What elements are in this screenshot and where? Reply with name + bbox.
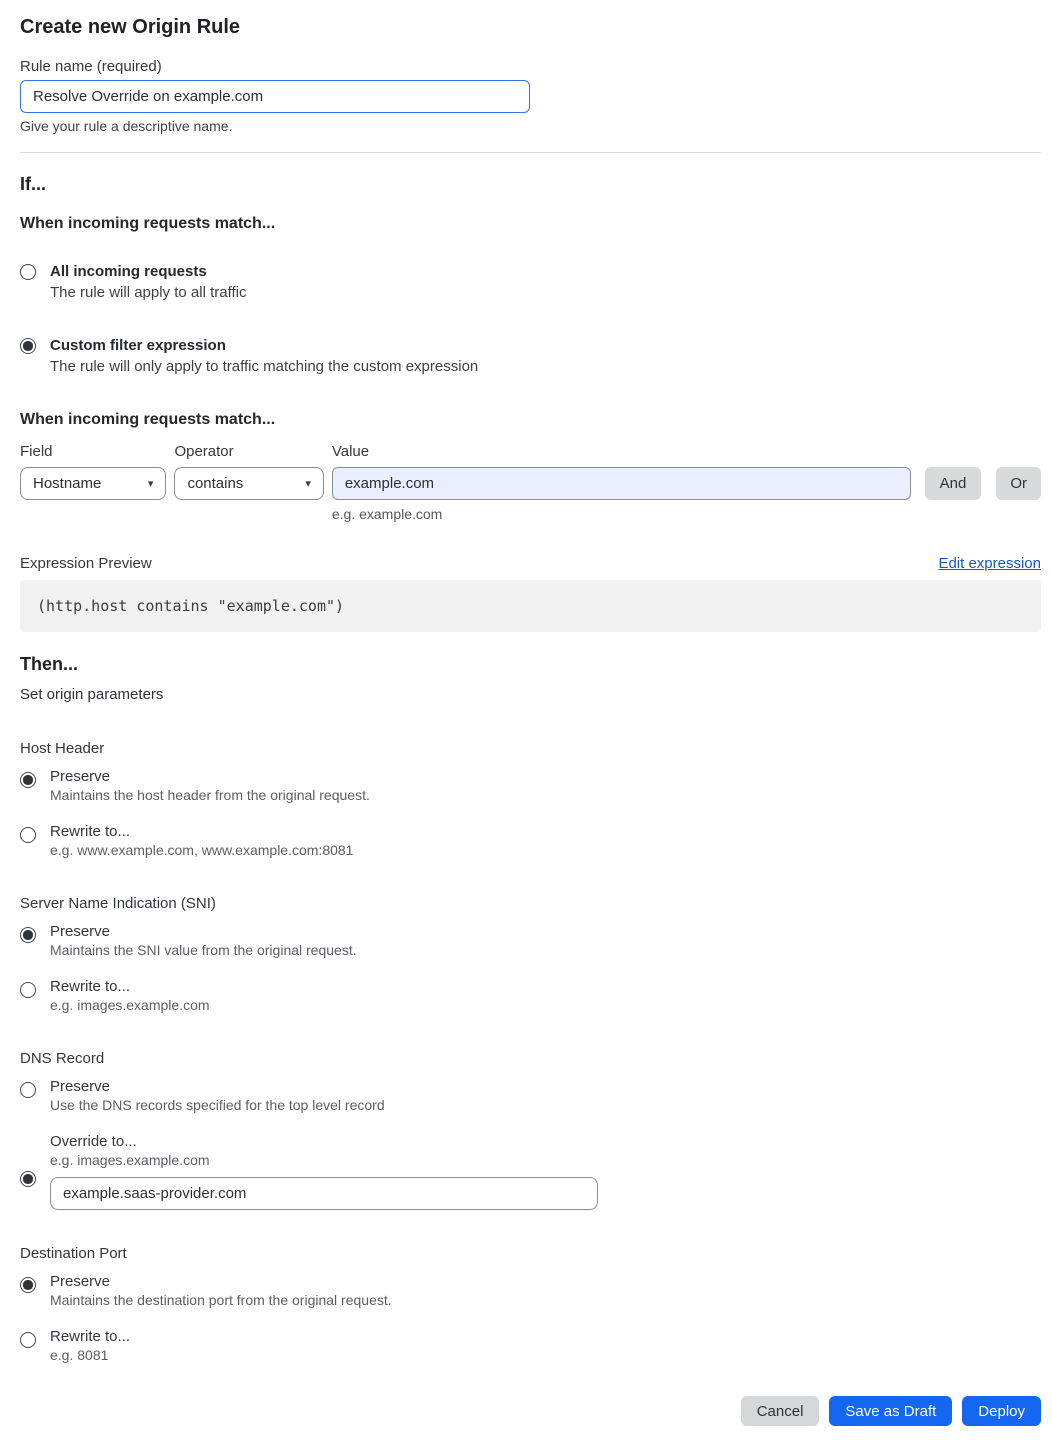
dns-preserve-description: Use the DNS records specified for the top level record <box>50 1097 385 1113</box>
all-incoming-radio[interactable] <box>20 264 36 280</box>
operator-select-value: contains <box>187 475 244 492</box>
sni-preserve-description: Maintains the SNI value from the original request. <box>50 942 357 958</box>
operator-label: Operator <box>174 443 234 460</box>
edit-expression-link[interactable]: Edit expression <box>938 555 1041 572</box>
destination-port-preserve-option[interactable] <box>20 1272 1041 1310</box>
expression-preview-code: (http.host contains "example.com") <box>37 597 345 615</box>
sni-rewrite-description: e.g. images.example.com <box>50 997 210 1013</box>
dns-override-radio[interactable] <box>20 1171 36 1187</box>
host-header-rewrite-option[interactable] <box>20 822 1041 860</box>
set-origin-parameters-label: Set origin parameters <box>20 686 164 703</box>
destination-port-preserve-radio[interactable] <box>20 1277 36 1293</box>
expression-builder-heading: When incoming requests match... <box>20 411 276 428</box>
expression-preview-label: Expression Preview <box>20 555 152 572</box>
sni-rewrite-label: Rewrite to... <box>50 978 131 995</box>
or-button[interactable]: Or <box>996 467 1041 500</box>
all-incoming-description: The rule will apply to all traffic <box>50 284 247 301</box>
if-heading: If... <box>20 174 46 194</box>
all-incoming-label: All incoming requests <box>50 263 207 280</box>
custom-filter-radio[interactable] <box>20 338 36 354</box>
host-header-preserve-description: Maintains the host header from the original request. <box>50 787 370 803</box>
dns-override-description: e.g. images.example.com <box>50 1152 210 1168</box>
section-divider <box>20 152 1041 153</box>
dns-preserve-label: Preserve <box>50 1078 111 1095</box>
save-as-draft-button[interactable]: Save as Draft <box>829 1396 952 1426</box>
value-helper: e.g. example.com <box>331 506 443 522</box>
host-header-preserve-label: Preserve <box>50 768 111 785</box>
cancel-button[interactable]: Cancel <box>741 1396 820 1426</box>
sni-rewrite-option[interactable] <box>20 977 1041 1015</box>
then-heading: Then... <box>20 654 78 674</box>
rule-name-input[interactable] <box>20 80 530 113</box>
destination-port-preserve-description: Maintains the destination port from the original request. <box>50 1292 392 1308</box>
value-label: Value <box>331 443 370 460</box>
dns-preserve-option[interactable] <box>20 1077 1041 1115</box>
operator-select[interactable] <box>174 467 323 500</box>
value-input[interactable] <box>332 467 911 500</box>
expression-builder-row <box>20 442 1041 523</box>
custom-filter-label: Custom filter expression <box>50 337 226 354</box>
destination-port-rewrite-label: Rewrite to... <box>50 1328 131 1345</box>
expression-preview-box <box>20 580 1041 632</box>
field-select[interactable] <box>20 467 166 500</box>
field-select-value: Hostname <box>33 475 102 492</box>
host-header-preserve-radio[interactable] <box>20 772 36 788</box>
dns-override-label: Override to... <box>50 1133 137 1150</box>
chevron-down-icon: ▾ <box>147 478 154 490</box>
host-header-label: Host Header <box>20 740 105 757</box>
host-header-preserve-option[interactable] <box>20 767 1041 805</box>
host-header-rewrite-description: e.g. www.example.com, www.example.com:8081 <box>50 842 354 858</box>
destination-port-preserve-label: Preserve <box>50 1273 111 1290</box>
custom-filter-description: The rule will only apply to traffic matching the custom expression <box>50 358 479 375</box>
field-label: Field <box>20 443 53 460</box>
destination-port-rewrite-radio[interactable] <box>20 1332 36 1348</box>
incoming-match-heading: When incoming requests match... <box>20 215 276 232</box>
option-custom-filter-expression[interactable] <box>20 336 1041 377</box>
page-title: Create new Origin Rule <box>20 16 241 38</box>
and-button[interactable]: And <box>925 467 982 500</box>
host-header-rewrite-radio[interactable] <box>20 827 36 843</box>
deploy-button[interactable]: Deploy <box>962 1396 1041 1426</box>
destination-port-rewrite-option[interactable] <box>20 1327 1041 1365</box>
destination-port-rewrite-description: e.g. 8081 <box>50 1347 109 1363</box>
option-all-incoming-requests[interactable] <box>20 262 1041 303</box>
sni-label: Server Name Indication (SNI) <box>20 895 216 912</box>
chevron-down-icon: ▾ <box>305 478 311 490</box>
sni-preserve-radio[interactable] <box>20 927 36 943</box>
rule-name-helper: Give your rule a descriptive name. <box>20 118 233 134</box>
dns-override-option[interactable] <box>20 1132 1041 1210</box>
sni-preserve-label: Preserve <box>50 923 111 940</box>
dns-record-label: DNS Record <box>20 1050 105 1067</box>
sni-rewrite-radio[interactable] <box>20 982 36 998</box>
dns-preserve-radio[interactable] <box>20 1082 36 1098</box>
destination-port-label: Destination Port <box>20 1245 127 1262</box>
host-header-rewrite-label: Rewrite to... <box>50 823 131 840</box>
footer-actions <box>741 1396 1041 1426</box>
sni-preserve-option[interactable] <box>20 922 1041 960</box>
rule-name-label: Rule name (required) <box>20 58 162 75</box>
dns-override-input[interactable] <box>50 1177 598 1210</box>
